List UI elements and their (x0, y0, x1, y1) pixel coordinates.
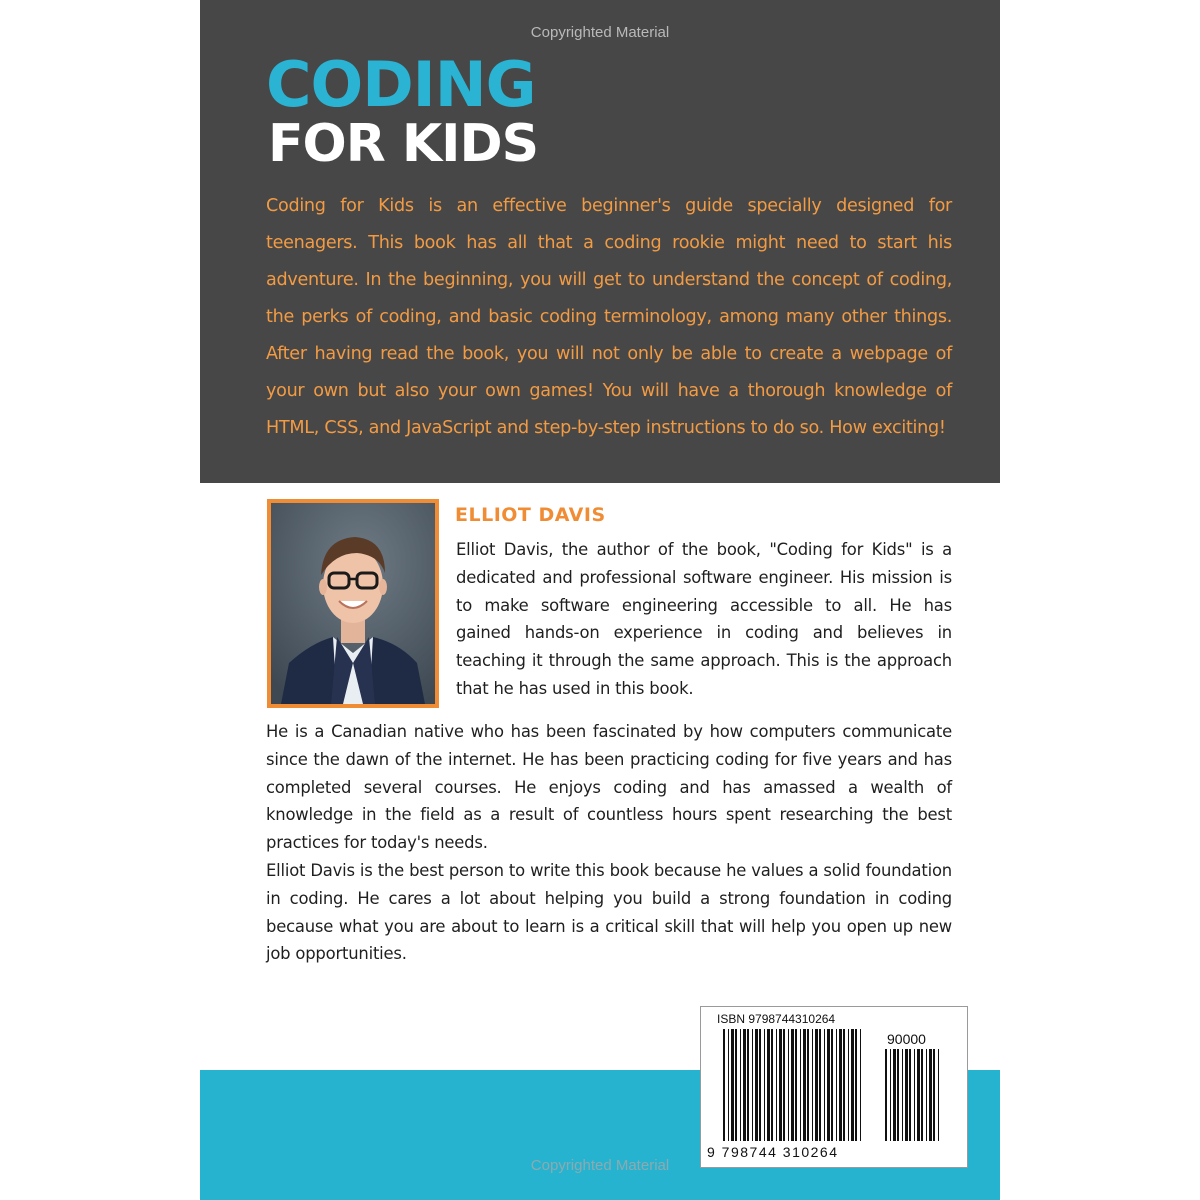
price-code: 90000 (887, 1031, 926, 1047)
barcode-bar (893, 1049, 896, 1141)
barcode-bar (807, 1029, 809, 1141)
barcode-bar (885, 1049, 887, 1141)
barcode-bar (848, 1029, 849, 1141)
barcode-bar (783, 1029, 785, 1141)
barcode-bar (843, 1029, 845, 1141)
barcode-bar (824, 1029, 825, 1141)
top-dark-panel (200, 0, 1000, 483)
barcode-bar (723, 1029, 725, 1141)
barcode-bar (752, 1029, 753, 1141)
barcode-bar (779, 1029, 782, 1141)
barcode-bar (921, 1049, 923, 1141)
book-blurb: Coding for Kids is an effective beginner's guide specially designed for teenagers. This book has all that a coding rookie might need to start his adventure. In the beginning, you will get to understand the concept of coding, the perks of coding, and basic coding terminology, among many other things. After having read the book, you will not only be able to create a webpage of your own but also your own games! You will have a thorough knowledge of HTML, CSS, and JavaScript and step-by-step instructions to do so. How exciting! (266, 196, 952, 438)
barcode-bar (926, 1049, 927, 1141)
barcode-bar (890, 1049, 891, 1141)
barcode-bar (831, 1029, 833, 1141)
title-for-kids: FOR KIDS (268, 114, 539, 174)
barcode-bar (929, 1049, 932, 1141)
isbn-barcode (700, 1006, 968, 1168)
title-coding: CODING (266, 48, 536, 121)
author-bio-intro: Elliot Davis, the author of the book, "Coding for Kids" is a dedicated and professional software engineer. His mission is to make software engineering accessible to all. He has gained hands-on experience in coding and believes in teaching it through the same approach. This is the approach that he has used in this book. (456, 540, 952, 698)
barcode-bar (909, 1049, 911, 1141)
barcode-bar (747, 1029, 749, 1141)
watermark-top: Copyrighted Material (530, 24, 670, 41)
barcode-bar (728, 1029, 729, 1141)
barcode-bar (839, 1029, 842, 1141)
barcode-bar (740, 1029, 741, 1141)
barcode-bar (755, 1029, 758, 1141)
barcode-bar (897, 1049, 899, 1141)
barcode-bar (776, 1029, 777, 1141)
barcode-bar (795, 1029, 797, 1141)
barcode-bar (812, 1029, 813, 1141)
barcode-bar (771, 1029, 773, 1141)
barcode-bar (933, 1049, 935, 1141)
barcode-bar (855, 1029, 857, 1141)
barcode-bar (851, 1029, 854, 1141)
barcode-bar (759, 1029, 761, 1141)
barcode-bar (743, 1029, 746, 1141)
barcode-bar (917, 1049, 920, 1141)
barcode-bar (735, 1029, 737, 1141)
barcode-bar (905, 1049, 908, 1141)
barcode-bar (815, 1029, 818, 1141)
author-name: ELLIOT DAVIS (455, 504, 606, 526)
barcode-bar (803, 1029, 806, 1141)
book-back-cover (200, 0, 1000, 1200)
barcode-bar (800, 1029, 801, 1141)
barcode-bar (791, 1029, 794, 1141)
barcode-bar (827, 1029, 830, 1141)
author-bio-continued (266, 718, 952, 968)
barcode-bar (902, 1049, 903, 1141)
barcode-bars (723, 1029, 867, 1145)
isbn-label: ISBN 9798744310264 (717, 1012, 836, 1026)
barcode-bar (764, 1029, 765, 1141)
watermark-bottom: Copyrighted Material (530, 1157, 670, 1174)
barcode-digits: 9 798744 310264 (707, 1144, 839, 1160)
barcode-bar (938, 1049, 939, 1141)
barcode-bar (860, 1029, 861, 1141)
author-bio-paragraph: He is a Canadian native who has been fascinated by how computers communicate since the dawn of the internet. He has been practicing coding for five years and has completed several courses. He enjoys coding and has amassed a wealth of knowledge in the field as a result of countless hours spent researching the best practices for today's needs. (266, 722, 952, 853)
barcode-addon-bars (885, 1049, 945, 1145)
barcode-bar (731, 1029, 734, 1141)
author-photo (267, 499, 439, 708)
barcode-bar (788, 1029, 789, 1141)
barcode-bar (767, 1029, 770, 1141)
barcode-bar (836, 1029, 837, 1141)
author-bio-paragraph: Elliot Davis is the best person to write this book because he values a solid foundation in coding. He cares a lot about helping you build a strong foundation in coding because what you are about to learn is a critical skill that will help you open up new job opportunities. (266, 860, 952, 964)
barcode-bar (819, 1029, 821, 1141)
barcode-bar (914, 1049, 915, 1141)
